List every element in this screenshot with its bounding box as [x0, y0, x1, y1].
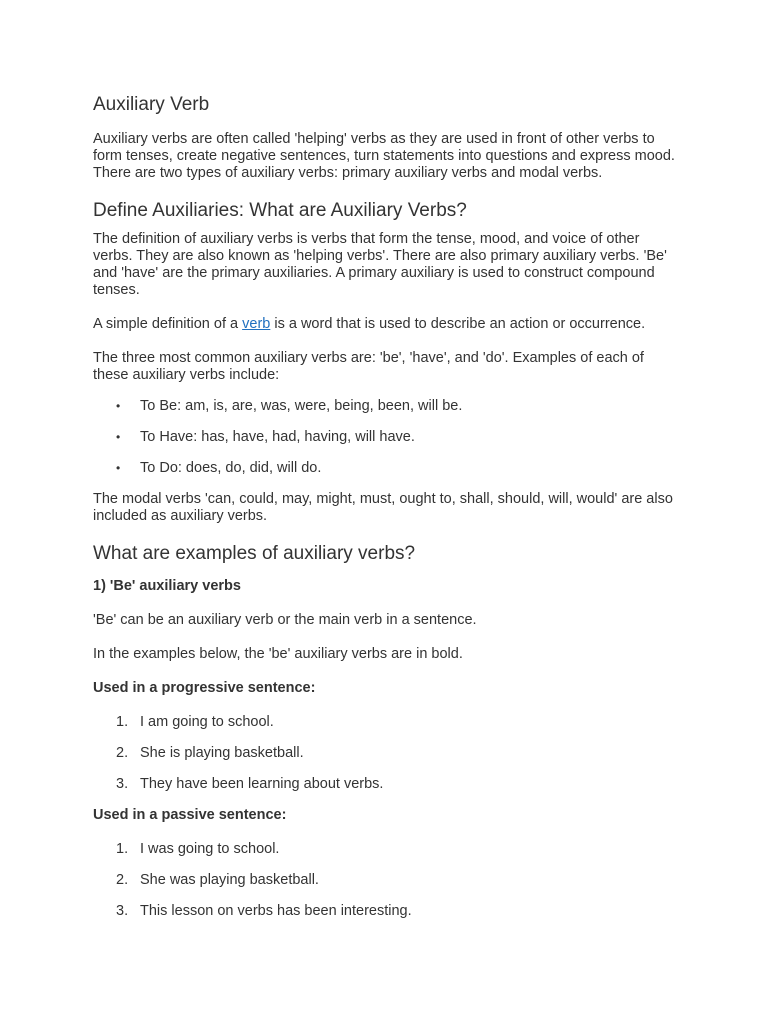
page-title: Auxiliary Verb	[93, 94, 210, 115]
list-item	[93, 714, 676, 731]
list-item-text: To Have: has, have, had, having, will have.	[140, 429, 415, 445]
list-number: 1.	[116, 841, 129, 857]
bullet-icon: •	[116, 461, 121, 475]
section-heading-examples: What are examples of auxiliary verbs?	[93, 543, 416, 564]
examples-note-paragraph: In the examples below, the 'be' auxiliary verbs are in bold.	[93, 646, 463, 662]
progressive-label: Used in a progressive sentence:	[93, 680, 316, 696]
list-number: 2.	[116, 745, 129, 761]
subheading-be-verbs: 1) 'Be' auxiliary verbs	[93, 578, 241, 594]
progressive-examples-list	[93, 714, 676, 793]
list-item-text: She is playing basketball.	[140, 745, 304, 761]
list-item-text: They have been learning about verbs.	[140, 776, 384, 792]
passive-label: Used in a passive sentence:	[93, 807, 287, 823]
modal-verbs-paragraph: The modal verbs 'can, could, may, might, must, ought to, shall, should, will, would' are also included as auxiliary verbs.	[93, 491, 673, 524]
verb-definition-after: is a word that is used to describe an action or occurrence.	[270, 316, 646, 332]
list-item-text: To Be: am, is, are, was, were, being, been, will be.	[140, 398, 463, 414]
list-item	[93, 429, 676, 446]
section-heading-define: Define Auxiliaries: What are Auxiliary Verbs?	[93, 200, 467, 221]
bullet-icon: •	[116, 430, 121, 444]
be-paragraph: 'Be' can be an auxiliary verb or the main verb in a sentence.	[93, 612, 477, 628]
list-number: 2.	[116, 872, 129, 888]
verb-link[interactable]: verb	[242, 316, 271, 332]
list-item	[93, 745, 676, 762]
list-item-text: I am going to school.	[140, 714, 274, 730]
auxiliary-examples-list	[93, 398, 676, 477]
intro-paragraph: Auxiliary verbs are often called 'helping' verbs as they are used in front of other verbs to form tenses, create negative sentences, turn statements into questions and express mood. There are two types of auxiliary verbs: primary auxiliary verbs and modal verbs.	[93, 131, 675, 181]
definition-paragraph: The definition of auxiliary verbs is verbs that form the tense, mood, and voice of other verbs. They are also known as 'helping verbs'. There are also primary auxiliary verbs. 'Be' and 'have' are the primary auxiliaries. A primary auxiliary is used to construct compound tenses.	[93, 231, 667, 298]
list-item	[93, 776, 676, 793]
list-item	[93, 460, 676, 477]
list-item-text: This lesson on verbs has been interesting.	[140, 903, 412, 919]
list-number: 1.	[116, 714, 129, 730]
verb-definition-before: A simple definition of a	[93, 316, 243, 332]
list-number: 3.	[116, 903, 129, 919]
list-item-text: To Do: does, do, did, will do.	[140, 460, 322, 476]
list-item	[93, 398, 676, 415]
passive-examples-list	[93, 841, 676, 920]
list-item	[93, 841, 676, 858]
common-auxiliaries-paragraph: The three most common auxiliary verbs are: 'be', 'have', and 'do'. Examples of each of these auxiliary verbs include:	[93, 350, 644, 383]
list-item	[93, 872, 676, 889]
list-item-text: She was playing basketball.	[140, 872, 319, 888]
list-number: 3.	[116, 776, 129, 792]
list-item	[93, 903, 676, 920]
bullet-icon: •	[116, 399, 121, 413]
list-item-text: I was going to school.	[140, 841, 280, 857]
verb-definition-paragraph	[93, 316, 676, 333]
